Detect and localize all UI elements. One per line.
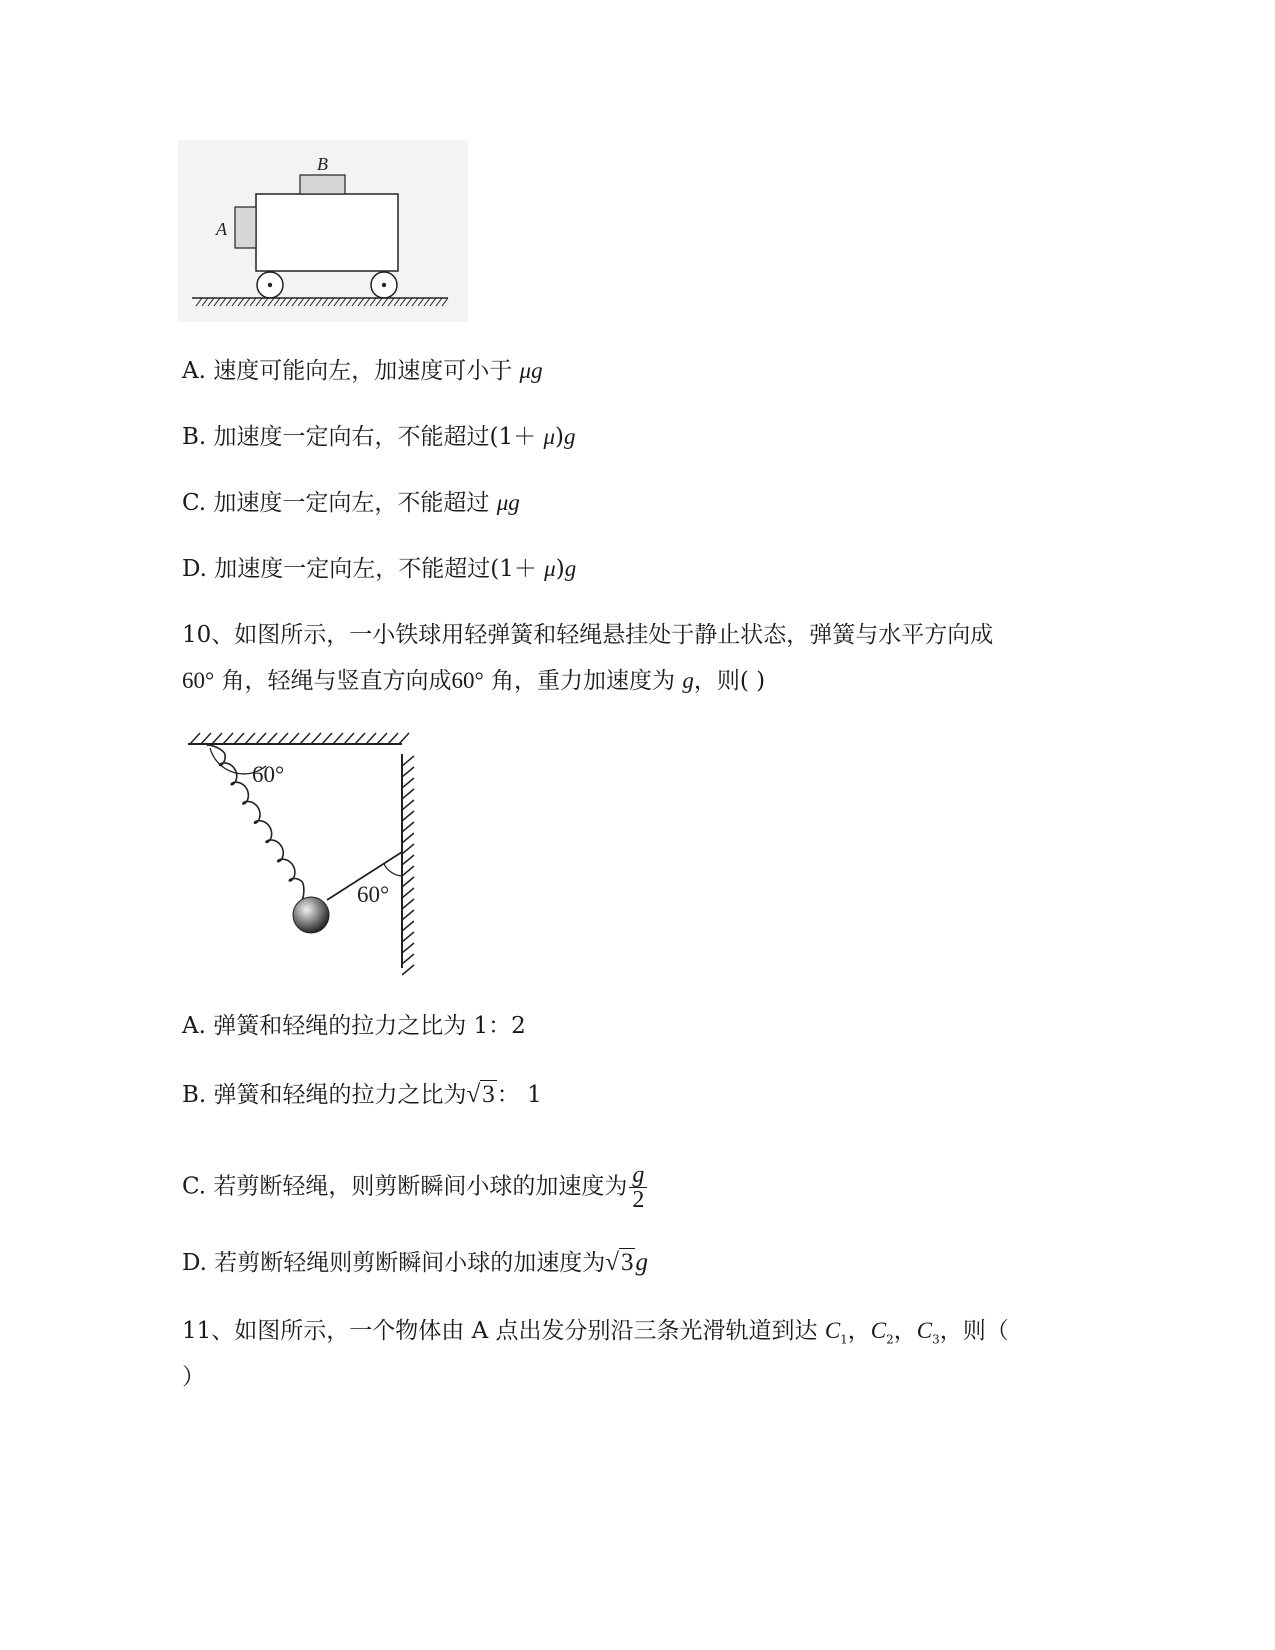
g-symbol: g xyxy=(564,556,577,581)
hatch-stroke xyxy=(322,733,332,744)
hatch-stroke xyxy=(402,954,414,964)
wall-hatch xyxy=(402,756,414,975)
rope-angle-arc xyxy=(384,864,402,876)
sqrt-expression: √3 xyxy=(466,1081,495,1108)
hatch-stroke xyxy=(402,789,414,799)
q10-option-b xyxy=(182,1080,542,1110)
stem-text: 11、如图所示，一个物体由 A 点出发分别沿三条光滑轨道到达 xyxy=(182,1318,825,1344)
cart-body xyxy=(256,194,398,271)
hatch-stroke xyxy=(399,733,409,744)
hatch-stroke xyxy=(402,844,414,854)
q11-stem-line2 xyxy=(182,1362,205,1392)
g-symbol: g xyxy=(531,358,543,383)
option-text: B. 加速度一定向右，不能超过(1＋ xyxy=(182,424,544,450)
hatch-stroke xyxy=(267,733,277,744)
option-text: A. 速度可能向左，加速度可小于 xyxy=(182,358,520,384)
block-a xyxy=(235,207,256,248)
sqrt-expression: √3 xyxy=(605,1249,634,1276)
numerator: g xyxy=(629,1163,647,1188)
hatch-stroke xyxy=(388,733,398,744)
hatch-stroke xyxy=(333,733,343,744)
angle-value: 60° xyxy=(182,668,215,693)
option-text: A. 弹簧和轻绳的拉力之比为 1：2 xyxy=(182,1013,526,1039)
mu-symbol: μ xyxy=(519,358,532,383)
q11-stem-line1 xyxy=(182,1316,1009,1355)
hatch-stroke xyxy=(190,733,200,744)
mu-symbol: μ xyxy=(496,490,509,515)
hatch-stroke xyxy=(278,733,288,744)
radicand: 3 xyxy=(620,1249,634,1276)
hatch-stroke xyxy=(402,866,414,876)
paren-close: ) xyxy=(555,556,565,582)
stem-text: 10、如图所示，一小铁球用轻弹簧和轻绳悬挂处于静止状态，弹簧与水平方向成 xyxy=(182,622,994,648)
hatch-stroke xyxy=(402,800,414,810)
hatch-stroke xyxy=(402,899,414,909)
option-text: D. 若剪断轻绳则剪断瞬间小球的加速度为 xyxy=(182,1250,606,1276)
c3-symbol: C xyxy=(916,1318,933,1343)
axle-right xyxy=(382,283,386,287)
mu-symbol: μ xyxy=(543,424,555,449)
option-text: C. 加速度一定向左，不能超过 xyxy=(182,490,497,516)
hatch-stroke xyxy=(402,811,414,821)
hatch-stroke xyxy=(366,733,376,744)
block-b xyxy=(300,175,345,194)
q10-option-d xyxy=(182,1248,648,1278)
q10-stem-line2 xyxy=(182,666,765,696)
c1-symbol: C xyxy=(824,1318,841,1343)
label-b: B xyxy=(317,154,328,174)
option-text: C. 若剪断轻绳，则剪断瞬间小球的加速度为 xyxy=(182,1173,628,1200)
hatch-stroke xyxy=(402,888,414,898)
q10-stem-line1 xyxy=(182,620,993,650)
hatch-stroke xyxy=(402,778,414,788)
hatch-stroke xyxy=(245,733,255,744)
g-symbol: g xyxy=(563,424,576,449)
hatch-stroke xyxy=(402,756,414,766)
hatch-stroke xyxy=(344,733,354,744)
stem-text: ，则（ xyxy=(939,1318,1009,1344)
q10-option-c xyxy=(182,1163,647,1212)
spring-rope-figure xyxy=(180,730,430,980)
stem-text: 角，轻绳与竖直方向成 xyxy=(214,668,452,694)
hatch-stroke xyxy=(223,733,233,744)
hatch-stroke xyxy=(402,932,414,942)
hatch-stroke xyxy=(212,733,222,744)
option-text: B. 弹簧和轻绳的拉力之比为 xyxy=(182,1082,467,1108)
angle-value: 60° xyxy=(451,668,484,693)
hatch-stroke xyxy=(402,833,414,843)
hatch-stroke xyxy=(402,822,414,832)
radicand: 3 xyxy=(482,1081,495,1108)
q9-option-a xyxy=(182,356,543,386)
separator: ， xyxy=(847,1318,871,1344)
hatch-stroke xyxy=(201,733,211,744)
subscript: 1 xyxy=(840,1332,848,1347)
mu-symbol: μ xyxy=(544,556,556,581)
label-a: A xyxy=(216,219,227,239)
iron-ball xyxy=(293,897,329,933)
stem-text: 角，重力加速度为 xyxy=(483,668,683,694)
hatch-stroke xyxy=(289,733,299,744)
separator: ， xyxy=(893,1318,917,1344)
hatch-stroke xyxy=(377,733,387,744)
rope-angle-label: 60° xyxy=(357,882,390,907)
g-symbol: g xyxy=(508,490,520,515)
hatch-stroke xyxy=(402,965,414,975)
denominator: 2 xyxy=(632,1187,645,1213)
hatch-stroke xyxy=(300,733,310,744)
ceiling-hatch xyxy=(190,733,409,744)
subscript: 2 xyxy=(886,1332,894,1347)
hatch-stroke xyxy=(402,877,414,887)
hatch-stroke xyxy=(355,733,365,744)
stem-text: ，则( ) xyxy=(693,668,766,694)
q9-option-d xyxy=(182,554,576,584)
cart-figure xyxy=(178,140,468,322)
hatch-stroke xyxy=(256,733,266,744)
q10-option-a xyxy=(182,1011,526,1041)
hatch-stroke xyxy=(402,767,414,777)
hatch-stroke xyxy=(402,943,414,953)
fraction xyxy=(629,1163,647,1212)
hatch-stroke xyxy=(402,855,414,865)
q9-option-b xyxy=(182,422,575,452)
hatch-stroke xyxy=(311,733,321,744)
spring-angle-label: 60° xyxy=(252,762,285,787)
g-symbol: g xyxy=(682,668,694,693)
option-text: D. 加速度一定向左，不能超过(1＋ xyxy=(182,556,545,582)
c2-symbol: C xyxy=(870,1318,887,1343)
axle-left xyxy=(268,283,272,287)
hatch-stroke xyxy=(402,921,414,931)
subscript: 3 xyxy=(932,1332,940,1347)
paren-close: ) xyxy=(555,424,564,450)
hatch-stroke xyxy=(234,733,244,744)
stem-text: ） xyxy=(182,1364,205,1390)
q9-option-c xyxy=(182,488,520,518)
option-text: ： 1 xyxy=(496,1082,542,1108)
g-symbol: g xyxy=(635,1249,648,1276)
hatch-stroke xyxy=(402,910,414,920)
